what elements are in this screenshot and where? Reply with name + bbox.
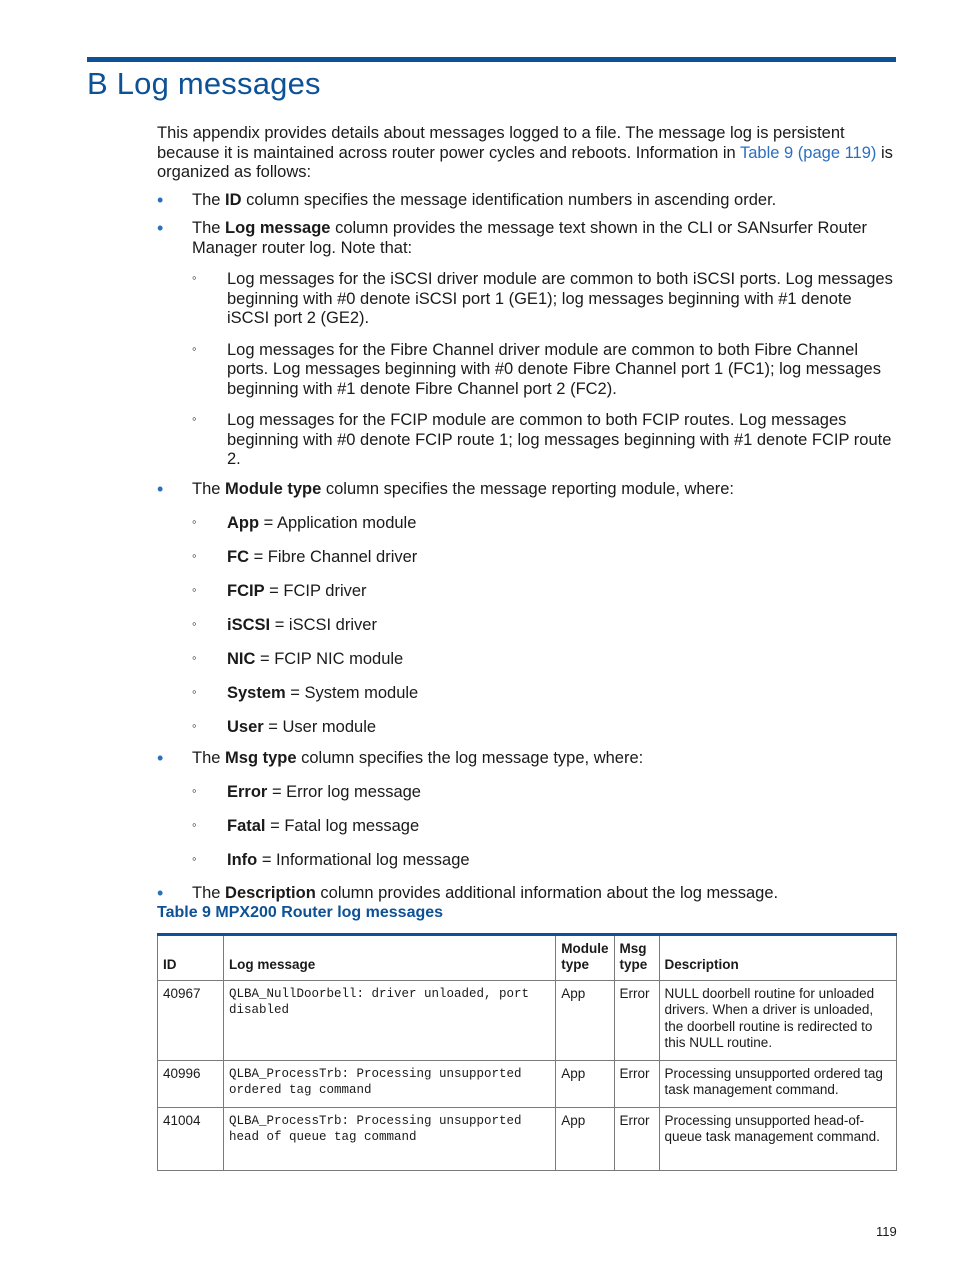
cell-id: 40996 — [158, 1060, 224, 1107]
table-row — [158, 1107, 897, 1170]
module-type-list — [192, 514, 897, 738]
cell-log-message: QLBA_ProcessTrb: Processing unsupported ordered tag command — [223, 1060, 555, 1107]
list-item-msg-type: • The Msg type column specifies the log message type, where: ◦ Error = Error log message ◦ Fatal = Fatal log message ◦ Info = Informational log message — [157, 749, 897, 871]
list-item: ◦ FC = Fibre Channel driver — [192, 548, 897, 568]
intro-paragraph — [157, 124, 897, 183]
list-item: ◦ iSCSI = iSCSI driver — [192, 616, 897, 636]
cell-msg-type: Error — [614, 1107, 659, 1170]
list-item-log-message: • The Log message column provides the message text shown in the CLI or SANsurfer Router Manager router log. Note that: ◦ Log messages for the iSCSI driver module are common to both iSCSI ports. Log messages beginning with #0 denote iSCSI port 1 (GE1); log messages beginning with #1 denote iSCSI port 2 (GE2). ◦ Log messages for the Fibre Channel driver module are common to both Fibre Channel ports. Log messages beginning with #0 denote Fibre Channel port 1 (FC1); log messages beginning with #1 denote Fibre Channel port 2 (FC2). ◦ Log messages for the FCIP module are common to both FCIP routes. Log messages beginning with #0 denote FCIP route 1; log messages beginning with #1 denote FCIP route 2. — [157, 219, 897, 470]
log-messages-table — [157, 933, 897, 1171]
list-item-description: • The Description column provides additional information about the log message. — [157, 884, 897, 904]
list-item: ◦ System = System module — [192, 684, 897, 704]
intro-text-end: is organized as follows: — [157, 143, 893, 181]
cell-log-message: QLBA_NullDoorbell: driver unloaded, port disabled — [223, 980, 555, 1060]
list-item: ◦ FCIP = FCIP driver — [192, 582, 897, 602]
cell-id: 40967 — [158, 980, 224, 1060]
list-item-id: • The ID column specifies the message identification numbers in ascending order. — [157, 191, 897, 211]
msg-type-list — [192, 783, 897, 871]
list-item: ◦ Log messages for the FCIP module are common to both FCIP routes. Log messages beginning with #0 denote FCIP route 1; log messages beginning with #1 denote FCIP route 2. — [192, 411, 897, 470]
table-header-row — [158, 934, 897, 980]
header-id: ID — [158, 934, 224, 980]
list-item: ◦ Fatal = Fatal log message — [192, 817, 897, 837]
cell-description: Processing unsupported head-of-queue task management command. — [659, 1107, 896, 1170]
table-caption: Table 9 MPX200 Router log messages — [157, 904, 444, 921]
list-item: ◦ App = Application module — [192, 514, 897, 534]
list-item: ◦ Info = Informational log message — [192, 851, 897, 871]
intro-text: This appendix provides details about messages logged to a file. The message log is persistent because it is maintained across router power cycles and reboots. Information in — [157, 124, 845, 162]
header-msg-type: Msg type — [614, 934, 659, 980]
cell-msg-type: Error — [614, 980, 659, 1060]
cell-description: NULL doorbell routine for unloaded drivers. When a driver is unloaded, the doorbell routine is redirected to this NULL routine. — [659, 980, 896, 1060]
page-content — [157, 124, 897, 1171]
list-item: ◦ Log messages for the iSCSI driver module are common to both iSCSI ports. Log messages beginning with #0 denote iSCSI port 1 (GE1); log messages beginning with #1 denote iSCSI port 2 (GE2). — [192, 270, 897, 329]
list-item: ◦ NIC = FCIP NIC module — [192, 650, 897, 670]
header-log-message: Log message — [223, 934, 555, 980]
table-row — [158, 980, 897, 1060]
cell-module-type: App — [556, 980, 614, 1060]
chapter-title: B Log messages — [87, 66, 321, 101]
list-item-module-type: • The Module type column specifies the message reporting module, where: ◦ App = Application module ◦ FC = Fibre Channel driver ◦ FCIP = FCIP driver ◦ iSCSI = iSCSI driver ◦ NIC = FCIP NIC module ◦ System = System module ◦ User = User module — [157, 480, 897, 738]
cell-module-type: App — [556, 1060, 614, 1107]
cell-description: Processing unsupported ordered tag task management command. — [659, 1060, 896, 1107]
log-message-notes — [192, 270, 897, 470]
cell-module-type: App — [556, 1107, 614, 1170]
list-item: ◦ Log messages for the Fibre Channel driver module are common to both Fibre Channel ports. Log messages beginning with #0 denote Fibre Channel port 1 (FC1); log messages beginning with #1 denote Fibre Channel port 2 (FC2). — [192, 341, 897, 400]
header-description: Description — [659, 934, 896, 980]
cell-id: 41004 — [158, 1107, 224, 1170]
page-number: 119 — [876, 1224, 897, 1239]
table-row — [158, 1060, 897, 1107]
chapter-rule — [87, 57, 896, 62]
header-module-type: Module type — [556, 934, 614, 980]
column-list — [157, 191, 897, 904]
table-link[interactable]: Table 9 (page 119) — [740, 143, 877, 162]
list-item: ◦ Error = Error log message — [192, 783, 897, 803]
list-item: ◦ User = User module — [192, 718, 897, 738]
cell-msg-type: Error — [614, 1060, 659, 1107]
cell-log-message: QLBA_ProcessTrb: Processing unsupported head of queue tag command — [223, 1107, 555, 1170]
